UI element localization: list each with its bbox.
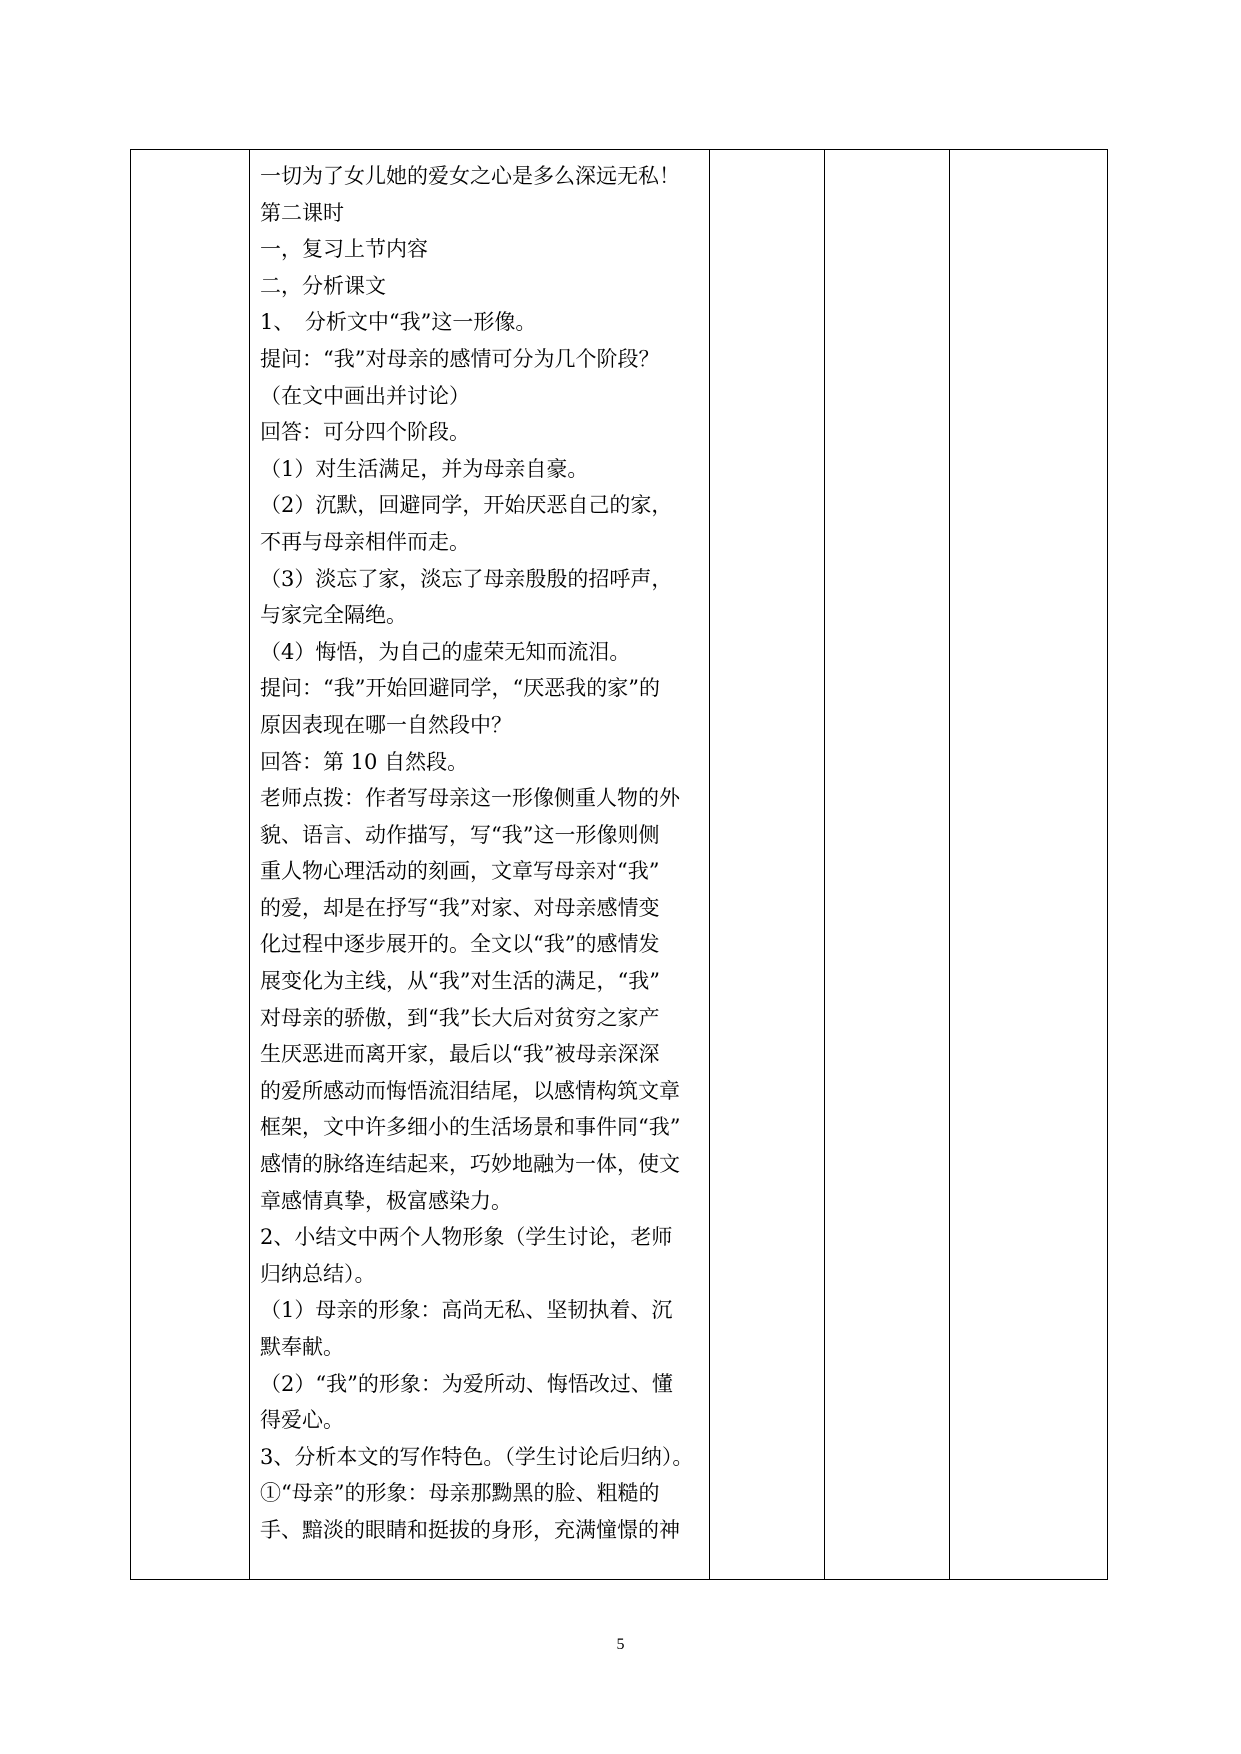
- content-line: 重人物心理活动的刻画，文章写母亲对“我”: [260, 859, 660, 884]
- content-line: 得爱心。: [260, 1408, 344, 1433]
- content-line: 化过程中逐步展开的。全文以“我”的感情发: [260, 932, 660, 957]
- content-line: 与家完全隔绝。: [260, 603, 407, 628]
- content-line: 2、小结文中两个人物形象（学生讨论，老师: [260, 1225, 673, 1250]
- content-line: 不再与母亲相伴而走。: [260, 529, 470, 554]
- content-line: （4）悔悟，为自己的虚荣无知而流泪。: [260, 639, 631, 664]
- page-number: 5: [616, 1636, 625, 1653]
- content-line: 的爱所感动而悔悟流泪结尾，以感情构筑文章: [260, 1078, 680, 1103]
- content-line: （在文中画出并讨论）: [260, 383, 470, 408]
- content-line: 回答：第 10 自然段。: [260, 749, 469, 774]
- content-line: 生厌恶进而离开家，最后以“我”被母亲深深: [260, 1042, 660, 1067]
- content-line: 1、 分析文中“我”这一形像。: [260, 310, 537, 335]
- content-line: （2）“我”的形象：为爱所动、悔悟改过、懂: [260, 1371, 673, 1396]
- table-cell-empty-col3: [710, 150, 825, 1580]
- content-line: 章感情真挚，极富感染力。: [260, 1188, 512, 1213]
- content-line: 框架，文中许多细小的生活场景和事件同“我”: [260, 1115, 681, 1140]
- content-line: 貌、语言、动作描写，写“我”这一形像则侧: [260, 822, 660, 847]
- content-line: 手、黯淡的眼睛和挺拔的身形，充满憧憬的神: [260, 1517, 680, 1542]
- lesson-content: [250, 150, 709, 1549]
- lesson-plan-table: [130, 149, 1108, 1580]
- content-line: （2）沉默，回避同学，开始厌恶自己的家，: [260, 493, 673, 518]
- content-line: 二，分析课文: [260, 273, 386, 298]
- content-line: 原因表现在哪一自然段中？: [260, 712, 512, 737]
- content-line: 归纳总结）。: [260, 1261, 376, 1286]
- content-line: 3、分析本文的写作特色。（学生讨论后归纳）。: [260, 1444, 694, 1469]
- content-line: ①“母亲”的形象：母亲那黝黑的脸、粗糙的: [260, 1481, 660, 1506]
- content-line: （1）母亲的形象：高尚无私、坚韧执着、沉: [260, 1298, 673, 1323]
- content-line: （3）淡忘了家，淡忘了母亲殷殷的招呼声，: [260, 566, 673, 591]
- content-line: 提问：“我”对母亲的感情可分为几个阶段？: [260, 346, 660, 371]
- content-line: （1）对生活满足，并为母亲自豪。: [260, 456, 589, 481]
- content-line: 感情的脉络连结起来，巧妙地融为一体，使文: [260, 1152, 680, 1177]
- content-line: 的爱，却是在抒写“我”对家、对母亲感情变: [260, 895, 660, 920]
- table-cell-empty-col4: [825, 150, 950, 1580]
- content-line: 展变化为主线，从“我”对生活的满足，“我”: [260, 969, 660, 994]
- content-line: 第二课时: [260, 200, 344, 225]
- content-line: 一，复习上节内容: [260, 237, 428, 262]
- table-cell-lesson-content: [250, 150, 710, 1580]
- content-line: 默奉献。: [260, 1335, 344, 1359]
- table-cell-empty-col1: [131, 150, 250, 1580]
- content-line: 回答：可分四个阶段。: [260, 420, 470, 445]
- table-row: [131, 150, 1108, 1580]
- content-line: 老师点拨：作者写母亲这一形像侧重人物的外: [260, 786, 680, 811]
- content-line: 一切为了女儿她的爱女之心是多么深远无私！: [260, 164, 680, 188]
- content-line: 提问：“我”开始回避同学，“厌恶我的家”的: [260, 676, 660, 701]
- table-cell-empty-col5: [950, 150, 1108, 1580]
- content-line: 对母亲的骄傲，到“我”长大后对贫穷之家产: [260, 1005, 660, 1030]
